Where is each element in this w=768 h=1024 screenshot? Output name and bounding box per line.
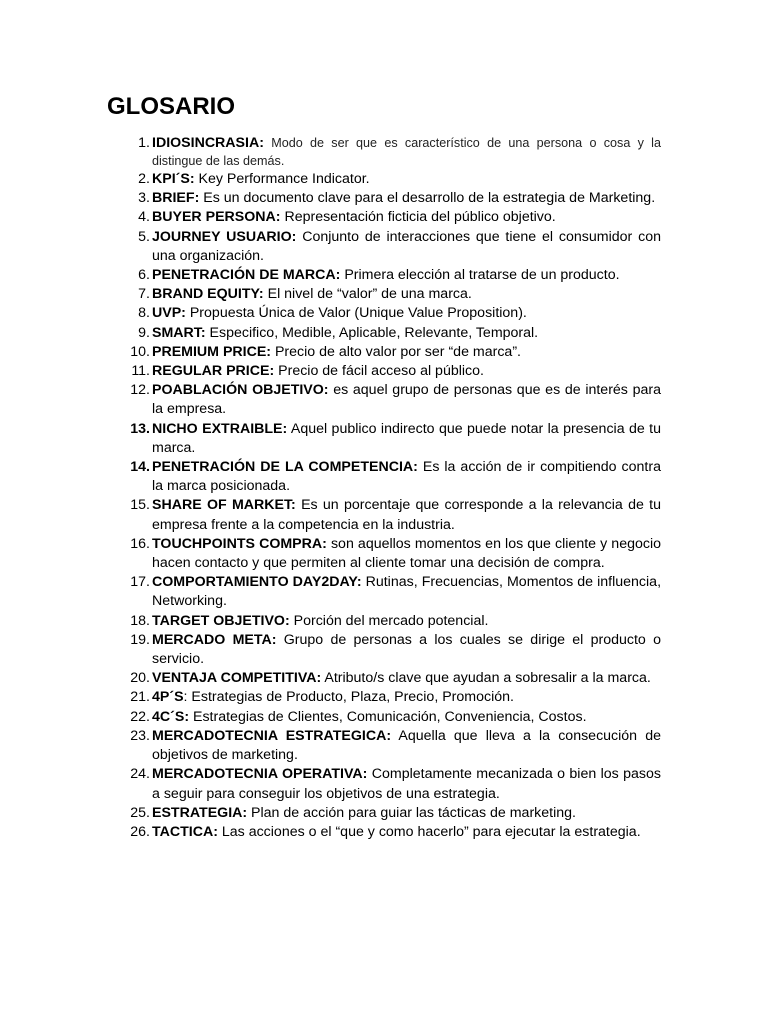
item-term: SHARE OF MARKET:	[152, 497, 296, 514]
item-term: BRAND EQUITY:	[152, 286, 264, 303]
item-number: 24.	[130, 766, 150, 783]
glossary-item	[108, 727, 661, 765]
glossary-item	[108, 228, 661, 266]
item-term: UVP:	[152, 305, 186, 322]
item-definition: Grupo de personas a los cuales se dirige el producto o servicio.	[152, 631, 661, 668]
item-definition: Completamente mecanizada o bien los pasos a seguir para conseguir los objetivos de una estrategia.	[152, 766, 661, 802]
item-term: TOUCHPOINTS COMPRA:	[152, 535, 327, 552]
item-definition: Key Performance Indicator.	[194, 171, 370, 187]
item-definition: Plan de acción para guiar las tácticas de marketing.	[247, 804, 576, 821]
item-term: MERCADO META:	[152, 631, 277, 648]
item-definition: : Estrategias de Producto, Plaza, Precio, Promoción.	[183, 689, 514, 706]
item-term: 4P´S	[152, 689, 184, 706]
glossary-item	[108, 134, 661, 170]
item-number: 22.	[130, 708, 150, 725]
item-term: REGULAR PRICE:	[152, 363, 275, 380]
item-definition: Conjunto de interacciones que tiene el consumidor con una organización.	[152, 228, 661, 264]
item-definition: Las acciones o el “que y como hacerlo” para ejecutar la estrategia.	[217, 823, 641, 840]
item-term: TACTICA:	[152, 823, 218, 840]
glossary-item	[108, 631, 661, 669]
glossary-item	[108, 420, 661, 458]
item-definition: El nivel de “valor” de una marca.	[263, 286, 472, 303]
item-number: 17.	[130, 574, 150, 591]
item-number: 7.	[138, 286, 150, 303]
item-term: 4C´S:	[152, 708, 190, 725]
item-term: MERCADOTECNIA OPERATIVA:	[152, 766, 368, 783]
item-number: 13.	[130, 420, 150, 437]
item-number: 25.	[130, 804, 150, 821]
glossary-item	[108, 285, 661, 304]
item-number: 11.	[131, 363, 150, 380]
item-number: 16.	[130, 535, 150, 552]
glossary-item	[108, 688, 661, 707]
item-definition: Es un porcentaje que corresponde a la relevancia de tu empresa frente a la competencia en la industria.	[152, 497, 661, 533]
item-term: TARGET OBJETIVO:	[152, 612, 290, 629]
item-number: 1.	[138, 135, 150, 151]
item-term: MERCADOTECNIA ESTRATEGICA:	[152, 727, 392, 744]
glossary-item	[108, 381, 661, 419]
item-number: 23.	[130, 727, 150, 744]
item-term: JOURNEY USUARIO:	[152, 228, 297, 245]
item-term: IDIOSINCRASIA:	[152, 135, 264, 151]
glossary-item	[108, 343, 661, 362]
glossary-item	[108, 362, 661, 381]
item-number: 26.	[130, 823, 150, 840]
item-term: PENETRACIÓN DE LA COMPETENCIA:	[152, 459, 418, 476]
glossary-item	[108, 535, 661, 573]
item-term: BUYER PERSONA:	[152, 209, 281, 226]
item-definition: Primera elección al tratarse de un producto.	[340, 267, 620, 284]
item-number: 3.	[138, 190, 150, 207]
item-number: 2.	[138, 171, 150, 187]
glossary-item	[108, 612, 661, 631]
glossary-item	[108, 496, 661, 534]
item-number: 4.	[138, 209, 150, 226]
glossary-item	[108, 804, 661, 823]
item-number: 10.	[130, 343, 150, 360]
item-definition: son aquellos momentos en los que cliente y negocio hacen contacto y que permiten al cliente tomar una decisión de compra.	[152, 535, 662, 572]
item-definition: Atributo/s clave que ayudan a sobresalir a la marca.	[321, 670, 651, 687]
item-definition: Rutinas, Frecuencias, Momentos de influencia, Networking.	[152, 574, 662, 610]
item-number: 14.	[130, 459, 150, 476]
page-title: GLOSARIO	[107, 93, 236, 120]
item-term: NICHO EXTRAIBLE:	[152, 420, 288, 437]
item-definition: Propuesta Única de Valor (Unique Value Proposition).	[185, 305, 527, 322]
item-definition: Representación ficticia del público objetivo.	[280, 209, 556, 226]
item-term: ESTRATEGIA:	[152, 804, 248, 821]
item-number: 6.	[138, 267, 150, 284]
item-number: 20.	[130, 670, 150, 687]
item-definition: Aquel publico indirecto que puede notar la presencia de tu marca.	[152, 420, 662, 456]
item-number: 21.	[130, 689, 150, 706]
glossary-item	[108, 324, 661, 343]
item-number: 19.	[130, 631, 150, 648]
item-definition: Precio de alto valor por ser “de marca”.	[271, 343, 521, 360]
glossary-item	[108, 669, 661, 688]
item-term: PREMIUM PRICE:	[152, 343, 272, 360]
item-term: VENTAJA COMPETITIVA:	[152, 670, 322, 687]
glossary-item	[108, 823, 661, 842]
item-definition: Es la acción de ir compitiendo contra la marca posicionada.	[152, 459, 661, 495]
item-number: 8.	[138, 305, 150, 322]
item-term: KPI´S:	[152, 171, 195, 187]
glossary-item	[108, 266, 661, 285]
item-term: SMART:	[152, 324, 206, 341]
item-definition: Es un documento clave para el desarrollo de la estrategia de Marketing.	[199, 190, 656, 207]
item-number: 15.	[130, 497, 150, 514]
item-number: 5.	[138, 228, 150, 245]
item-definition: Aquella que lleva a la consecución de objetivos de marketing.	[152, 727, 661, 764]
glossary-list	[108, 134, 661, 842]
glossary-item	[108, 765, 661, 803]
item-definition: Especifico, Medible, Aplicable, Relevante, Temporal.	[205, 324, 539, 341]
item-number: 12.	[130, 382, 150, 399]
item-term: BRIEF:	[152, 190, 200, 207]
item-number: 18.	[130, 612, 150, 629]
item-definition: Estrategias de Clientes, Comunicación, Conveniencia, Costos.	[189, 708, 587, 725]
item-number: 9.	[138, 324, 150, 341]
glossary-item	[108, 170, 661, 189]
item-definition: es aquel grupo de personas que es de interés para la empresa.	[152, 382, 661, 418]
item-definition: Precio de fácil acceso al público.	[274, 363, 484, 380]
item-term: POABLACIÓN OBJETIVO:	[152, 382, 329, 399]
item-term: COMPORTAMIENTO DAY2DAY:	[152, 574, 362, 591]
item-term: PENETRACIÓN DE MARCA:	[152, 267, 341, 284]
glossary-item	[108, 304, 661, 323]
glossary-item	[108, 708, 661, 727]
item-definition: Porción del mercado potencial.	[289, 612, 489, 629]
item-definition: Modo de ser que es característico de una persona o cosa y la distingue de las demás.	[152, 136, 661, 168]
glossary-item	[108, 573, 661, 611]
glossary-item	[108, 189, 661, 208]
glossary-item	[108, 458, 661, 496]
glossary-item	[108, 208, 661, 227]
